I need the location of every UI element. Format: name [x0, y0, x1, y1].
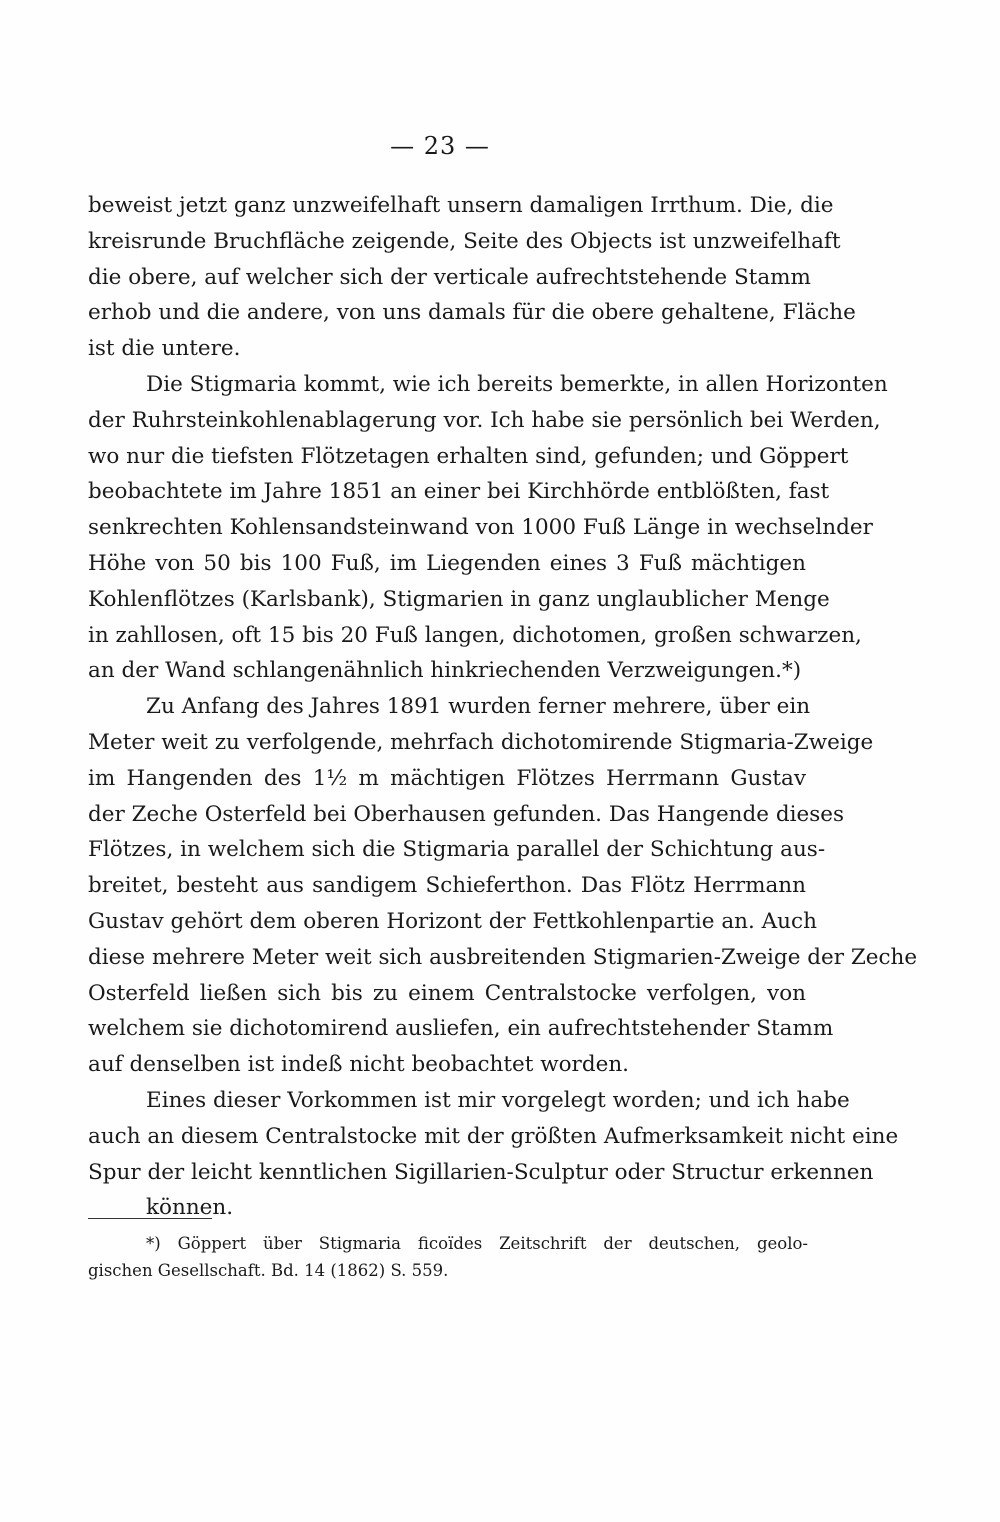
footnote-line: *) Göppert über Stigmaria ficoïdes Zeitschrift der deutschen, geolo- — [146, 1234, 808, 1253]
text-line: welchem sie dichotomirend ausliefen, ein aufrechtstehender Stamm — [88, 1016, 834, 1042]
text-line: Kohlenflötzes (Karlsbank), Stigmarien in ganz unglaublicher Menge — [88, 586, 830, 612]
text-line: können. — [146, 1195, 234, 1221]
text-line: Flötzes, in welchem sich die Stigmaria parallel der Schichtung aus- — [88, 837, 826, 863]
text-line: Höhe von 50 bis 100 Fuß, im Liegenden eines 3 Fuß mächtigen — [88, 550, 806, 576]
footnote-divider — [88, 1218, 212, 1219]
text-line: ist die untere. — [88, 336, 241, 362]
text-line: Zu Anfang des Jahres 1891 wurden ferner mehrere, über ein — [146, 694, 811, 720]
text-line: Gustav gehört dem oberen Horizont der Fettkohlenpartie an. Auch — [88, 908, 817, 934]
text-line: Spur der leicht kenntlichen Sigillarien-Sculptur oder Structur erkennen — [88, 1159, 874, 1185]
text-line: in zahllosen, oft 15 bis 20 Fuß langen, dichotomen, großen schwarzen, — [88, 622, 862, 648]
text-line: auch an diesem Centralstocke mit der größten Aufmerksamkeit nicht eine — [88, 1123, 899, 1149]
body-text — [88, 188, 918, 1226]
text-line: Osterfeld ließen sich bis zu einem Centralstocke verfolgen, von — [88, 980, 806, 1006]
text-line: der Zeche Osterfeld bei Oberhausen gefunden. Das Hangende dieses — [88, 801, 844, 827]
footnote-line: gischen Gesellschaft. Bd. 14 (1862) S. 559. — [88, 1261, 449, 1280]
text-line: im Hangenden des 1½ m mächtigen Flötzes Herrmann Gustav — [88, 765, 806, 791]
text-line: kreisrunde Bruchfläche zeigende, Seite des Objects ist unzweifelhaft — [88, 228, 841, 254]
text-line: diese mehrere Meter weit sich ausbreitenden Stigmarien-Zweige der Zeche — [88, 944, 918, 970]
text-line: beobachtete im Jahre 1851 an einer bei Kirchhörde entblößten, fast — [88, 479, 830, 505]
text-line: senkrechten Kohlensandsteinwand von 1000 Fuß Länge in wechselnder — [88, 515, 873, 541]
text-line: auf denselben ist indeß nicht beobachtet worden. — [88, 1052, 629, 1078]
text-line: breitet, besteht aus sandigem Schieferthon. Das Flötz Herrmann — [88, 873, 806, 899]
text-line: Meter weit zu verfolgende, mehrfach dichotomirende Stigmaria-Zweige — [88, 729, 874, 755]
text-line: beweist jetzt ganz unzweifelhaft unsern damaligen Irrthum. Die, die — [88, 193, 834, 218]
text-line: Die Stigmaria kommt, wie ich bereits bemerkte, in allen Horizonten — [146, 371, 888, 397]
text-line: die obere, auf welcher sich der verticale aufrechtstehende Stamm — [88, 264, 811, 290]
text-line: wo nur die tiefsten Flötzetagen erhalten sind, gefunden; und Göppert — [88, 443, 849, 469]
text-line: Eines dieser Vorkommen ist mir vorgelegt worden; und ich habe — [146, 1087, 850, 1113]
page-number: — 23 — — [390, 132, 490, 160]
text-line: erhob und die andere, von uns damals für die obere gehaltene, Fläche — [88, 300, 856, 326]
text-line: der Ruhrsteinkohlenablagerung vor. Ich habe sie persönlich bei Werden, — [88, 407, 881, 433]
text-line: an der Wand schlangenähnlich hinkriechenden Verzweigungen.*) — [88, 658, 802, 684]
footnote — [88, 1230, 808, 1284]
